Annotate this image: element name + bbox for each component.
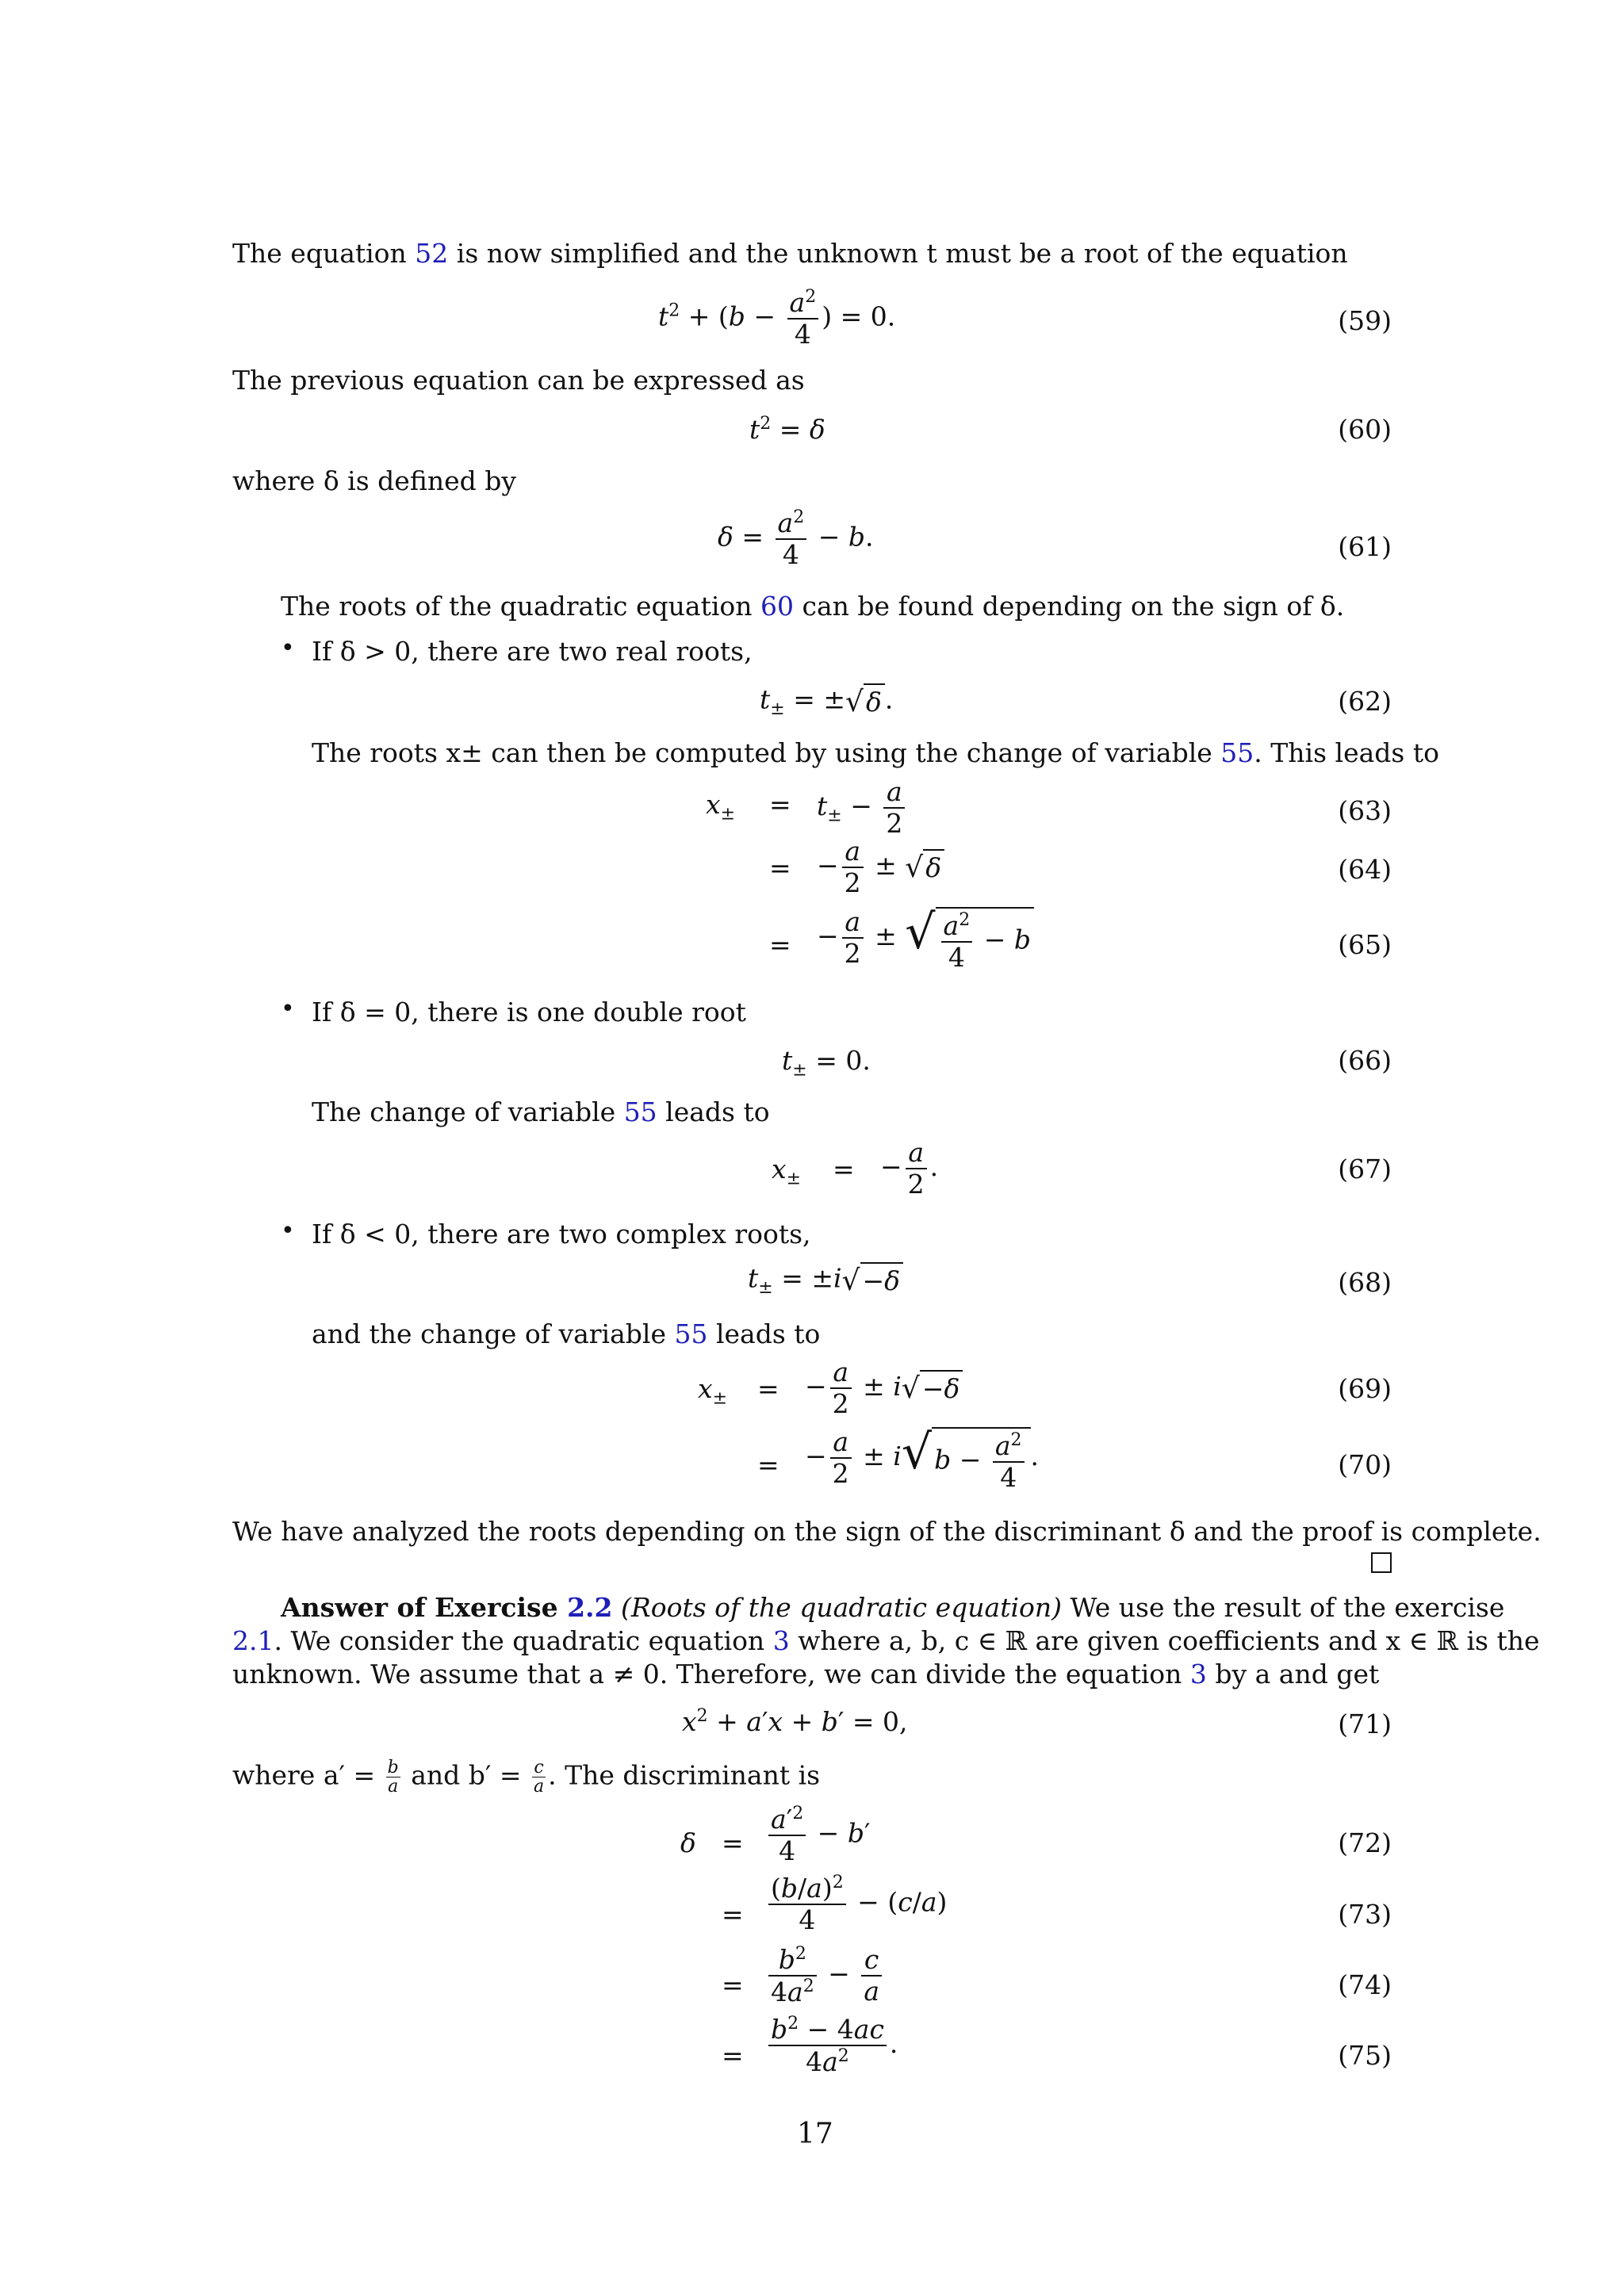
equation-63: $t_\pm$ − $\frac{a}{2}$ [817,777,908,839]
equation-74: $\frac{b^2}{4a^2}$ − $\frac{c}{a}$ [765,1944,885,2007]
equation-ref-link[interactable]: 55 [1220,737,1254,768]
equation-number: (74) [1338,1969,1392,2000]
text-run: where a′ = [232,1759,384,1791]
equation-number: (59) [1338,305,1392,336]
answer-title: Answer of Exercise [281,1592,568,1623]
equals-sign: = [769,789,791,820]
equation-64: − $\frac{a}{2}$ ± √δ [817,836,944,898]
equation-ref-link[interactable]: 3 [1189,1659,1207,1689]
page-number: 17 [797,2118,833,2150]
paragraph [312,1096,770,1128]
bullet-icon: • [281,634,295,662]
text-run: The roots x± can then be computed by using the change of variable [312,737,1221,768]
equation-67: − $\frac{a}{2}$ . [880,1137,939,1200]
paragraph [281,591,1344,622]
equation-63-lhs: $x_\pm$ [706,789,736,825]
equation-number: (68) [1338,1267,1392,1298]
equation-number: (73) [1338,1899,1392,1930]
equation-59: $t^2 + (b$ − $\frac{a^2}{4}$ ) = 0. [658,287,896,350]
bullet-icon: • [281,995,295,1023]
text-run: and the change of variable [312,1318,675,1349]
equals-sign: = [722,2040,744,2071]
equation-number: (60) [1338,414,1392,445]
exercise-ref-link[interactable]: 2.1 [232,1625,274,1656]
text-run: leads to [657,1096,770,1127]
text-run: and b′ = [402,1759,530,1791]
equation-66: $t_\pm = 0$. [782,1045,871,1081]
bullet-icon: • [281,1217,295,1245]
paragraph: where a′ = $\frac{b}{a}$ and b′ = $\frac{c}{a}$ . The discriminant is [232,1758,821,1797]
equation-number: (64) [1338,854,1392,885]
equation-73: $\frac{(b/a)^2}{4}$ − (c/a) [765,1873,947,1935]
equals-sign: = [722,1969,744,2000]
equation-ref-link[interactable]: 55 [623,1096,657,1127]
text-run: The equation [232,238,416,269]
equation-number: (63) [1338,795,1392,826]
equals-sign: = [757,1373,779,1404]
equation-71: $x^2 + a'x + b' = 0$, [682,1706,908,1737]
equation-number: (66) [1338,1045,1392,1076]
equation-69: − $\frac{a}{2}$ ± i√−δ [805,1357,963,1419]
equals-sign: = [757,1449,779,1480]
equation-69-lhs: $x_\pm$ [698,1373,728,1409]
equation-ref-link[interactable]: 60 [760,591,795,622]
equation-72: $\frac{a'^2}{4}$ − b′ [765,1804,870,1866]
text-run: . We consider the quadratic equation [274,1625,773,1656]
equation-68: $t_\pm = \pm i√-\delta$ [748,1262,903,1299]
text-run: by a and get [1206,1659,1380,1689]
equation-67-lhs: $x_\pm$ [772,1154,802,1189]
equation-ref-link[interactable]: 52 [415,238,449,269]
bullet-item: If δ < 0, there are two complex roots, [312,1219,811,1249]
equation-number: (62) [1338,686,1392,717]
equation-number: (61) [1338,531,1392,562]
equation-number: (75) [1338,2040,1392,2071]
equation-72-lhs: δ [680,1827,696,1858]
equation-number: (65) [1338,929,1392,960]
equation-62: $t_\pm = \pm√\delta$ . [760,683,894,720]
answer-line-3 [232,1659,1379,1690]
equation-number: (70) [1338,1449,1392,1480]
equation-number: (69) [1338,1373,1392,1404]
text-run: The change of variable [312,1096,624,1127]
paragraph: The previous equation can be expressed as [232,365,805,396]
text-run: leads to [707,1318,821,1349]
equals-sign: = [769,929,791,960]
equals-sign: = [722,1827,744,1858]
equation-61: δ = $\frac{a^2}{4}$ − b. [718,507,874,570]
equation-ref-link[interactable]: 55 [674,1318,708,1349]
answer-line-2 [232,1625,1540,1657]
qed-square-icon [1371,1552,1392,1573]
equals-sign: = [769,852,791,883]
equals-sign: = [833,1154,855,1184]
equation-number: (67) [1338,1154,1392,1184]
equation-75: $\frac{b^2 - 4ac}{4a^2}$ . [765,2014,898,2077]
equation-65: − $\frac{a}{2}$ ± √ $\frac{a^2}{4}$ − b [817,904,1034,972]
text-run: . This leads to [1254,737,1439,768]
answer-topic: (Roots of the quadratic equation) [620,1592,1063,1623]
exercise-ref-link[interactable]: 2.2 [567,1592,613,1623]
text-run: can be found depending on the sign of δ. [794,591,1345,622]
equation-70: − $\frac{a}{2}$ ± i√b − $\frac{a^2}{4}$ . [805,1425,1040,1493]
paragraph: where δ is defined by [232,465,516,496]
equals-sign: = [722,1899,744,1930]
equation-number: (71) [1338,1709,1392,1739]
equation-60: $t^2 = \delta$ [749,414,825,445]
bullet-item: If δ = 0, there is one double root [312,997,746,1027]
text-run: The roots of the quadratic equation [281,591,761,622]
equation-ref-link[interactable]: 3 [772,1625,790,1656]
paragraph [312,737,1439,769]
text-run: is now simplified and the unknown t must be a root of the equation [448,238,1348,269]
bullet-item: If δ > 0, there are two real roots, [312,636,753,667]
paragraph [312,1318,820,1350]
answer-heading-line [281,1592,1504,1624]
paragraph-intro [232,238,1348,270]
paragraph-conclusion: We have analyzed the roots depending on the sign of the discriminant δ and the proof is complete. [232,1516,1542,1547]
text-run: unknown. We assume that a ≠ 0. Therefore, we can divide the equation [232,1659,1190,1689]
text-run: where a, b, c ∈ ℝ are given coefficients and x ∈ ℝ is the [789,1625,1540,1656]
text-run: . The discriminant is [548,1759,821,1791]
text-run: We use the result of the exercise [1062,1592,1505,1623]
equation-number: (72) [1338,1827,1392,1858]
